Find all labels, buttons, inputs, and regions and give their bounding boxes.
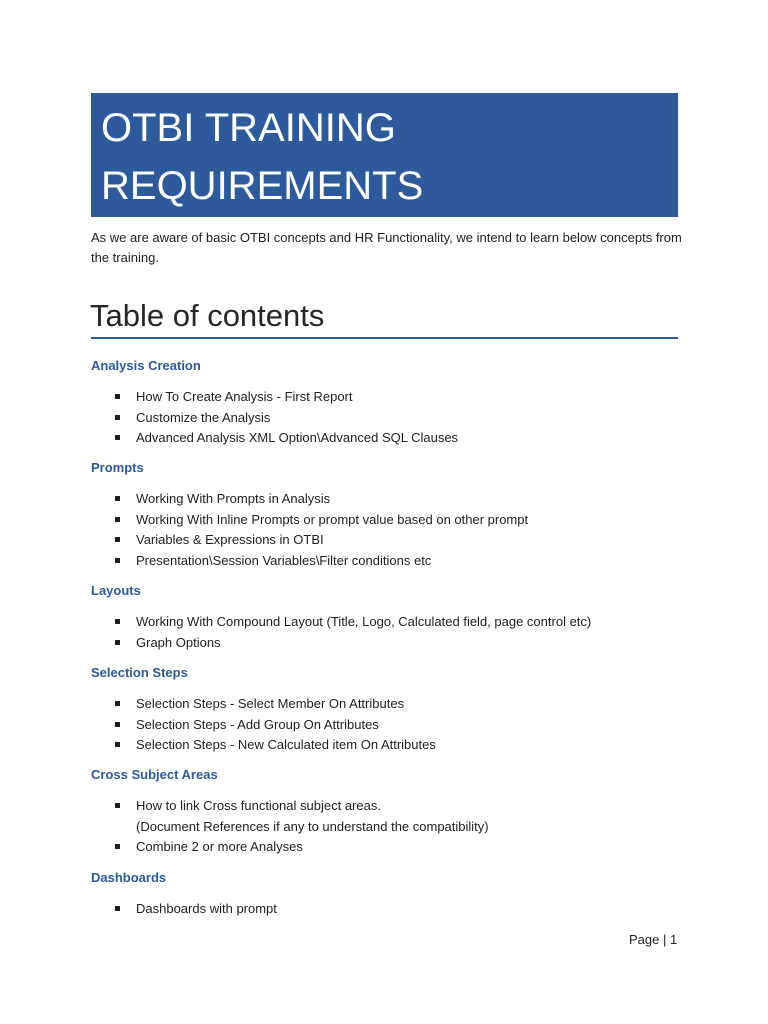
section-prompts (91, 459, 691, 571)
section-heading: Cross Subject Areas (91, 767, 218, 782)
bullet-list (91, 899, 691, 920)
bullet-icon (115, 619, 120, 624)
title-line-1: OTBI TRAINING (101, 106, 396, 150)
bullet-icon (115, 394, 120, 399)
list-item (91, 612, 691, 633)
section-heading: Layouts (91, 583, 141, 598)
list-item (91, 837, 691, 858)
bullet-icon (115, 517, 120, 522)
list-item-text: How To Create Analysis - First Report (136, 389, 353, 404)
list-item-text: Working With Prompts in Analysis (136, 491, 331, 506)
list-item (91, 551, 691, 572)
bullet-icon (115, 537, 120, 542)
section-heading: Analysis Creation (91, 358, 201, 373)
bullet-icon (115, 496, 120, 501)
toc-heading: Table of contents (90, 298, 325, 333)
list-item (91, 715, 691, 736)
list-item (91, 694, 691, 715)
section-heading: Dashboards (91, 870, 167, 885)
list-item-text: Working With Compound Layout (Title, Logo, Calculated field, page control etc) (136, 614, 592, 629)
list-item-text: Selection Steps - Add Group On Attributes (136, 716, 379, 732)
bullet-icon (115, 415, 120, 420)
bullet-list (91, 612, 691, 653)
bullet-icon (115, 435, 120, 440)
list-item-text: Selection Steps - New Calculated item On Attributes (136, 737, 436, 753)
title-line-2: REQUIREMENTS (101, 164, 424, 208)
list-item-text: Presentation\Session Variables\Filter conditions etc (136, 552, 432, 568)
title-banner (91, 93, 678, 217)
list-item (91, 428, 691, 449)
intro-paragraph: As we are aware of basic OTBI concepts and HR Functionality, we intend to learn below concepts from the training. (91, 230, 682, 265)
section-heading: Prompts (91, 460, 144, 475)
list-item-text: Customize the Analysis (136, 409, 271, 425)
list-item (91, 408, 691, 429)
list-item-text: Working With Inline Prompts or prompt value based on other prompt (136, 511, 529, 527)
section-selection-steps (91, 664, 691, 756)
section-dashboards (91, 869, 691, 920)
bullet-list (91, 387, 691, 449)
list-item (91, 899, 691, 920)
list-item (91, 489, 691, 510)
list-item-text: Variables & Expressions in OTBI (136, 532, 324, 548)
bullet-icon (115, 640, 120, 645)
list-item (91, 796, 691, 837)
list-item-text: Dashboards with prompt (136, 901, 277, 916)
list-item (91, 387, 691, 408)
list-item-text: Graph Options (136, 634, 221, 650)
section-heading: Selection Steps (91, 665, 188, 680)
section-layouts (91, 582, 691, 653)
list-item-text: Selection Steps - Select Member On Attributes (136, 696, 405, 711)
bullet-list (91, 694, 691, 756)
list-item (91, 633, 691, 654)
list-item (91, 735, 691, 756)
bullet-icon (115, 558, 120, 563)
list-item-text: Combine 2 or more Analyses (136, 839, 303, 855)
list-item (91, 510, 691, 531)
list-item-text: Advanced Analysis XML Option\Advanced SQL Clauses (136, 430, 459, 446)
list-item-note: (Document References if any to understand the compatibility) (136, 818, 489, 834)
list-item-text: How to link Cross functional subject areas. (136, 798, 381, 813)
list-item (91, 530, 691, 551)
section-cross-subject-areas (91, 766, 691, 858)
section-analysis-creation (91, 357, 691, 449)
bullet-icon (115, 803, 120, 808)
bullet-icon (115, 844, 120, 849)
bullet-list (91, 489, 691, 571)
page-number: Page | 1 (629, 932, 678, 947)
bullet-icon (115, 722, 120, 727)
bullet-icon (115, 906, 120, 911)
bullet-icon (115, 742, 120, 747)
bullet-list (91, 796, 691, 858)
toc-divider (91, 337, 678, 339)
bullet-icon (115, 701, 120, 706)
